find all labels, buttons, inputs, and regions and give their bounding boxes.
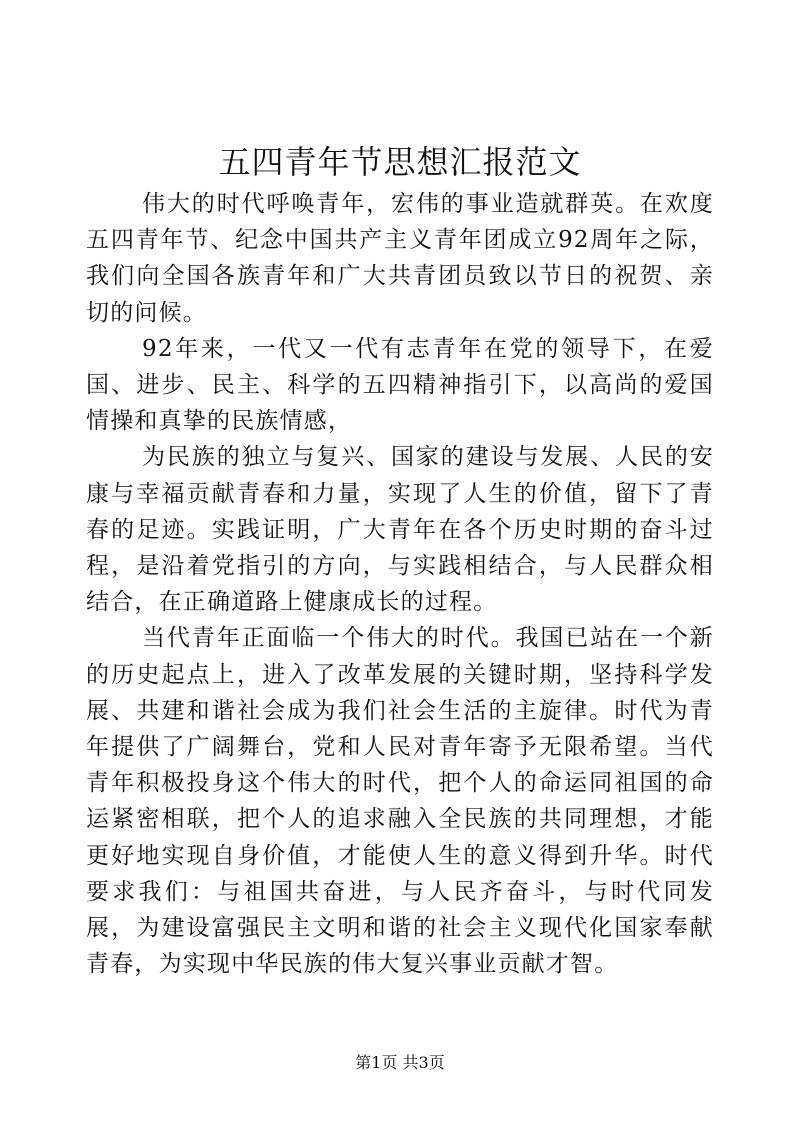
paragraph-3: 为民族的独立与复兴、国家的建设与发展、人民的安康与幸福贡献青春和力量，实现了人生的价值，留下了青春的足迹。实践证明，广大青年在各个历史时期的奋斗过程，是沿着党指引的方向，与实践相结合，与人民群众相结合，在正确道路上健康成长的过程。 [86, 444, 714, 616]
paragraph-2: 92年来，一代又一代有志青年在党的领导下，在爱国、进步、民主、科学的五四精神指引下，以高尚的爱国情操和真挚的民族情感， [86, 335, 714, 435]
paragraph-1: 伟大的时代呼唤青年，宏伟的事业造就群英。在欢度五四青年节、纪念中国共产主义青年团成立92周年之际，我们向全国各族青年和广大共青团员致以节日的祝贺、亲切的问候。 [86, 191, 714, 326]
document-title: 五四青年节思想汇报范文 [218, 143, 582, 181]
document-body [86, 186, 714, 982]
page-footer: 第1页 共3页 [355, 1053, 445, 1072]
paragraph-4: 当代青年正面临一个伟大的时代。我国已站在一个新的历史起点上，进入了改革发展的关键时期，坚持科学发展、共建和谐社会成为我们社会生活的主旋律。时代为青年提供了广阔舞台，党和人民对青年寄予无限希望。当代青年积极投身这个伟大的时代，把个人的命运同祖国的命运紧密相联，把个人的追求融入全民族的共同理想，才能更好地实现自身价值，才能使人生的意义得到升华。时代要求我们：与祖国共奋进，与人民齐奋斗，与时代同发展，为建设富强民主文明和谐的社会主义现代化国家奉献青春，为实现中华民族的伟大复兴事业贡献才智。 [86, 625, 714, 978]
